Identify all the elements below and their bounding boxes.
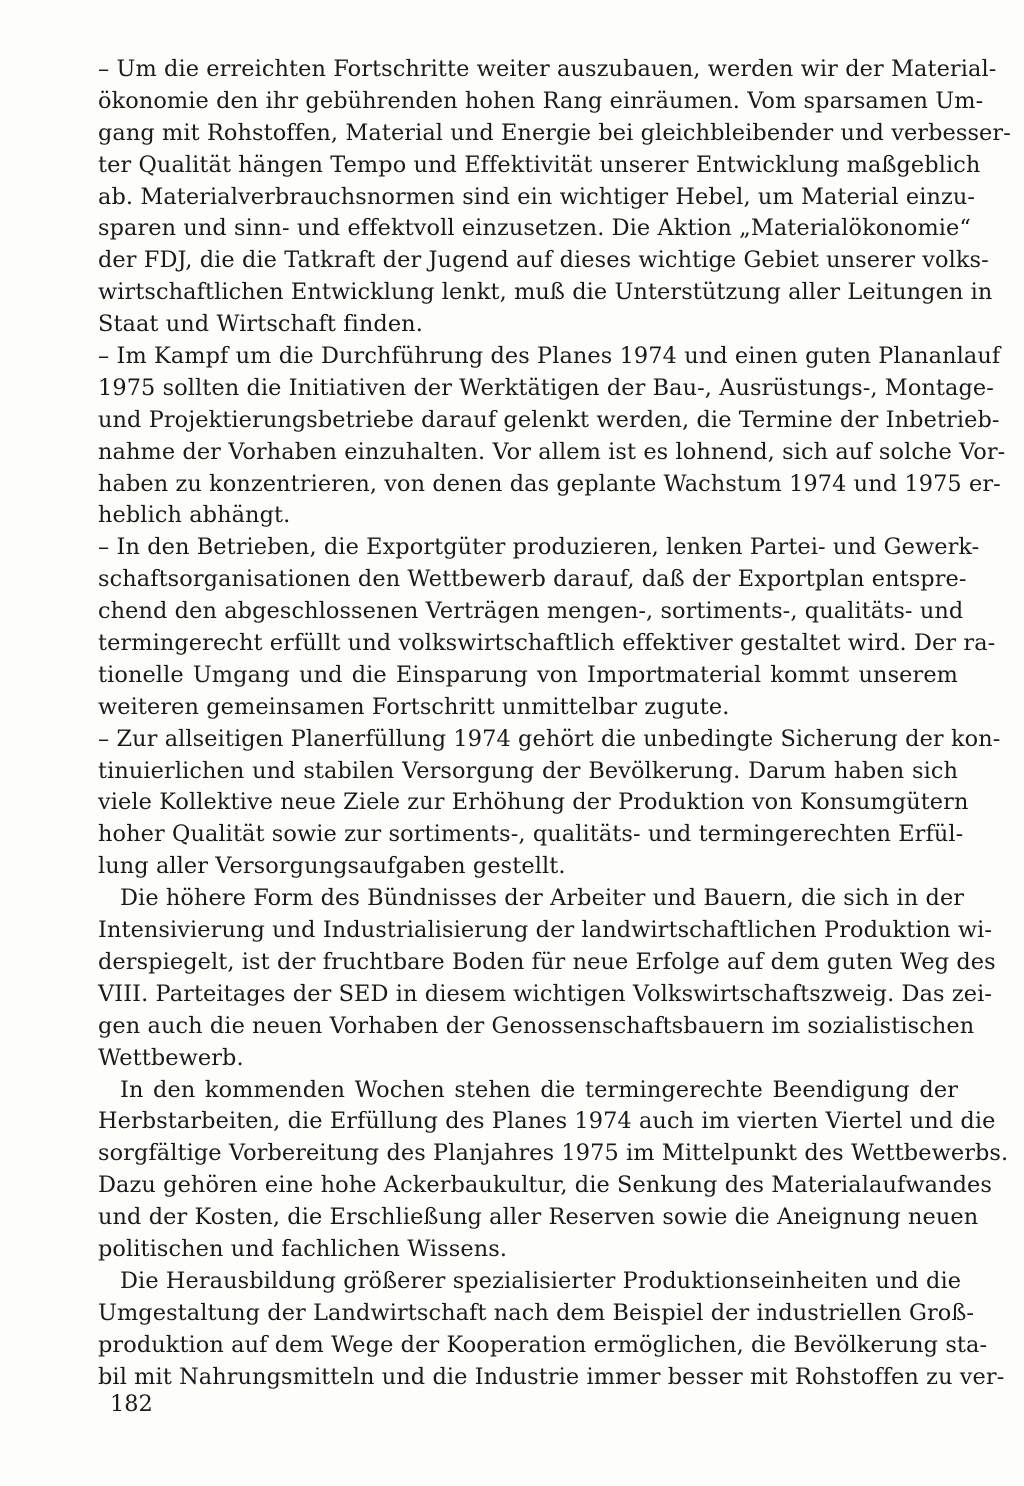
text-line: In den kommenden Wochen stehen die termingerechte Beendigung der xyxy=(120,1076,958,1103)
text-line: ökonomie den ihr gebührenden hohen Rang einräumen. Vom sparsamen Um- xyxy=(98,87,984,114)
text-line: Herbstarbeiten, die Erfüllung des Planes 1974 auch im vierten Viertel und die xyxy=(98,1108,996,1135)
body-text xyxy=(98,54,1011,1393)
text-line: politischen und fachlichen Wissens. xyxy=(98,1235,508,1262)
text-line: ter Qualität hängen Tempo und Effektivität unserer Entwicklung maßgeblich xyxy=(98,151,981,178)
text-line: derspiegelt, ist der fruchtbare Boden für neue Erfolge auf dem guten Weg des xyxy=(98,948,996,975)
text-line: ab. Materialverbrauchsnormen sind ein wichtiger Hebel, um Material einzu- xyxy=(98,183,976,210)
text-line: wirtschaftlichen Entwicklung lenkt, muß die Unterstützung aller Leitungen in xyxy=(98,279,993,306)
text-line: nahme der Vorhaben einzuhalten. Vor allem ist es lohnend, sich auf solche Vor- xyxy=(98,438,1006,465)
text-line: produktion auf dem Wege der Kooperation ermöglichen, die Bevölkerung sta- xyxy=(98,1331,988,1358)
text-line: viele Kollektive neue Ziele zur Erhöhung der Produktion von Konsumgütern xyxy=(98,789,969,816)
text-line: der FDJ, die die Tatkraft der Jugend auf dieses wichtige Gebiet unserer volks- xyxy=(98,247,989,274)
text-line: gang mit Rohstoffen, Material und Energie bei gleichbleibender und verbesser- xyxy=(98,119,1011,146)
text-line: gen auch die neuen Vorhaben der Genossenschaftsbauern im sozialistischen xyxy=(98,1012,975,1039)
text-line: hoher Qualität sowie zur sortiments-, qualitäts- und termingerechten Erfül- xyxy=(98,821,964,848)
text-line: weiteren gemeinsamen Fortschritt unmittelbar zugute. xyxy=(98,693,730,720)
text-line: Umgestaltung der Landwirtschaft nach dem Beispiel der industriellen Groß- xyxy=(98,1299,975,1326)
text-line: lung aller Versorgungsaufgaben gestellt. xyxy=(98,853,566,880)
text-line: Intensivierung und Industrialisierung der landwirtschaftlichen Produktion wi- xyxy=(98,917,993,944)
text-line: heblich abhängt. xyxy=(98,502,291,529)
text-line: und der Kosten, die Erschließung aller Reserven sowie die Aneignung neuen xyxy=(98,1204,979,1231)
text-line: bil mit Nahrungsmitteln und die Industrie immer besser mit Rohstoffen zu ver- xyxy=(98,1363,1005,1390)
text-line: tionelle Umgang und die Einsparung von Importmaterial kommt unserem xyxy=(98,661,958,688)
text-line: haben zu konzentrieren, von denen das geplante Wachstum 1974 und 1975 er- xyxy=(98,470,1001,497)
text-line: – Zur allseitigen Planerfüllung 1974 gehört die unbedingte Sicherung der kon- xyxy=(98,725,1001,752)
text-line: schaftsorganisationen den Wettbewerb darauf, daß der Exportplan entspre- xyxy=(98,566,967,593)
text-line: sorgfältige Vorbereitung des Planjahres 1975 im Mittelpunkt des Wettbewerbs. xyxy=(98,1140,1009,1167)
page-number: 182 xyxy=(110,1391,153,1417)
text-line: VIII. Parteitages der SED in diesem wichtigen Volkswirtschaftszweig. Das zei- xyxy=(98,980,992,1007)
text-line: 1975 sollten die Initiativen der Werktätigen der Bau-, Ausrüstungs-, Montage- xyxy=(98,374,994,401)
text-line: und Projektierungsbetriebe darauf gelenkt werden, die Termine der Inbetrieb- xyxy=(98,406,1000,433)
text-line: Wettbewerb. xyxy=(98,1044,244,1071)
text-line: – Im Kampf um die Durchführung des Planes 1974 und einen guten Plananlauf xyxy=(98,343,1001,370)
text-line: Dazu gehören eine hohe Ackerbaukultur, die Senkung des Materialaufwandes xyxy=(98,1172,992,1199)
text-line: termingerecht erfüllt und volkswirtschaftlich effektiver gestaltet wird. Der ra- xyxy=(98,630,996,657)
text-line: Staat und Wirtschaft finden. xyxy=(98,311,423,338)
text-line: Die höhere Form des Bündnisses der Arbeiter und Bauern, die sich in der xyxy=(120,885,965,912)
text-line: tinuierlichen und stabilen Versorgung der Bevölkerung. Darum haben sich xyxy=(98,757,958,784)
text-line: Die Herausbildung größerer spezialisierter Produktionseinheiten und die xyxy=(120,1267,962,1294)
text-line: – In den Betrieben, die Exportgüter produzieren, lenken Partei- und Gewerk- xyxy=(98,534,980,561)
text-line: sparen und sinn- und effektvoll einzusetzen. Die Aktion „Materialökonomie“ xyxy=(98,215,971,242)
text-line: chend den abgeschlossenen Verträgen mengen-, sortiments-, qualitäts- und xyxy=(98,598,964,625)
text-line: – Um die erreichten Fortschritte weiter auszubauen, werden wir der Material- xyxy=(98,56,997,82)
